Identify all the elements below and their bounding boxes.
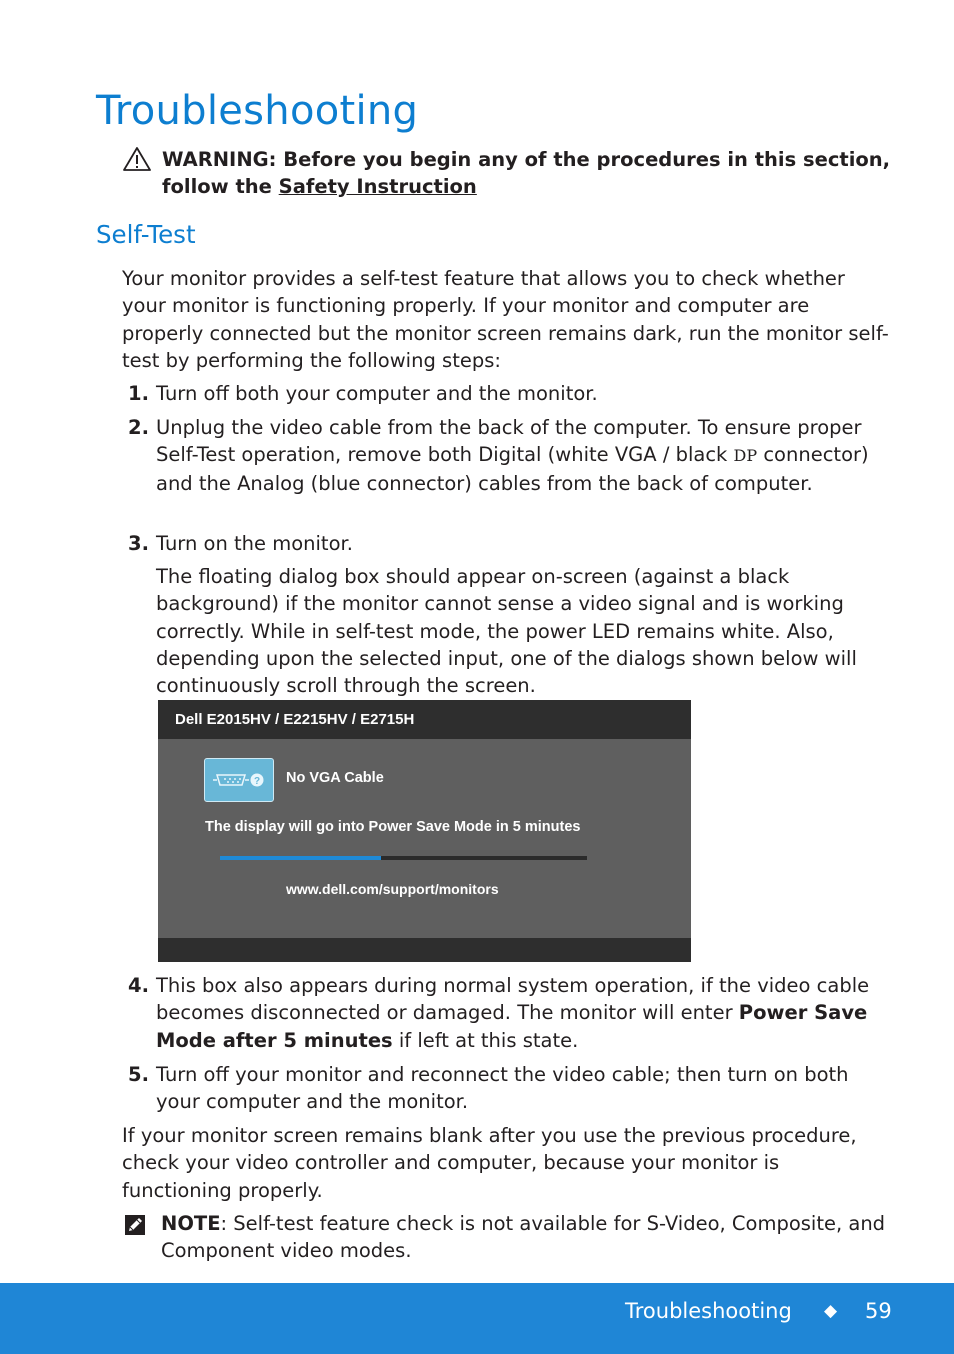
- step-2: [122, 414, 892, 497]
- intro-paragraph: Your monitor provides a self-test feature that allows you to check whether your monitor is functioning properly. If your monitor and computer are properly connected but the monitor screen remains dark, run the monitor self-test by performing the following steps:: [122, 267, 889, 372]
- warning-block: [122, 146, 902, 200]
- svg-text:?: ?: [253, 776, 261, 787]
- section-title: Self-Test: [96, 220, 196, 249]
- step-text: Turn off your monitor and reconnect the video cable; then turn on both your computer and the monitor.: [156, 1063, 849, 1114]
- osd-footer: [158, 938, 691, 962]
- step-text-part: Unplug the video cable from the back of the computer. To ensure proper Self-Test operation, remove both Digital (white VGA / black: [156, 416, 862, 467]
- warning-triangle-icon: [122, 146, 152, 176]
- osd-model-title: Dell E2015HV / E2215HV / E2715H: [175, 711, 415, 728]
- osd-power-save-text: The display will go into Power Save Mode in 5 minutes: [205, 819, 581, 835]
- vga-connector-icon: [204, 758, 274, 802]
- osd-dialog-image: [158, 700, 691, 962]
- note-pencil-icon: [124, 1214, 146, 1240]
- step-text-part: connector) and the Analog (blue connector) cables from the back of computer.: [156, 443, 869, 495]
- step-5: [122, 1061, 892, 1116]
- osd-support-url: www.dell.com/support/monitors: [286, 881, 499, 897]
- step-text-part: This box also appears during normal system operation, if the video cable becomes disconnected or damaged. The monitor will enter: [156, 974, 870, 1025]
- step-number: 2.: [128, 416, 149, 439]
- page-number: 59: [865, 1299, 892, 1323]
- warning-text: [162, 146, 902, 200]
- step-number: 4.: [128, 974, 149, 997]
- step-number: 3.: [128, 532, 149, 555]
- page-footer: [0, 1283, 954, 1354]
- step-3: [122, 530, 892, 557]
- page-title: Troubleshooting: [96, 88, 419, 134]
- osd-progress-bar: [220, 856, 587, 860]
- step-bold-text: Power Save Mode after 5 minutes: [156, 1001, 868, 1052]
- step-text-part: if left at this state.: [392, 1028, 579, 1052]
- diamond-icon: ◆: [824, 1301, 838, 1321]
- osd-message: No VGA Cable: [286, 770, 384, 786]
- step-4: [122, 972, 892, 1054]
- closing-paragraph: If your monitor screen remains blank after you use the previous procedure, check your video controller and computer, because your monitor is functioning properly.: [122, 1124, 857, 1202]
- note-body: : Self-test feature check is not available for S-Video, Composite, and Component video modes.: [161, 1212, 886, 1263]
- osd-progress-fill: [220, 856, 381, 860]
- osd-header: [158, 700, 691, 739]
- note-label: NOTE: [161, 1212, 221, 1235]
- footer-section-label: Troubleshooting: [625, 1299, 792, 1323]
- step-number: 5.: [128, 1063, 149, 1086]
- step-1: [122, 380, 892, 407]
- step-text: Turn on the monitor.: [156, 532, 353, 555]
- note-text: [161, 1210, 892, 1265]
- warning-prefix: WARNING: Before you begin any of the procedures in this section, follow the: [162, 148, 891, 198]
- dp-label: DP: [733, 446, 758, 466]
- step-number: 1.: [128, 382, 149, 405]
- step-3-detail: The floating dialog box should appear on-screen (against a black background) if the monitor cannot sense a video signal and is working correctly. While in self-test mode, the power LED remains white. Also, depending upon the selected input, one of the dialogs shown below will continuously scroll through the screen.: [156, 565, 857, 698]
- step-text: [156, 414, 892, 497]
- note-block: [122, 1210, 892, 1265]
- step-text: Turn off both your computer and the monitor.: [156, 382, 598, 405]
- safety-instruction-link[interactable]: Safety Instruction: [278, 175, 477, 198]
- step-text: [156, 972, 892, 1054]
